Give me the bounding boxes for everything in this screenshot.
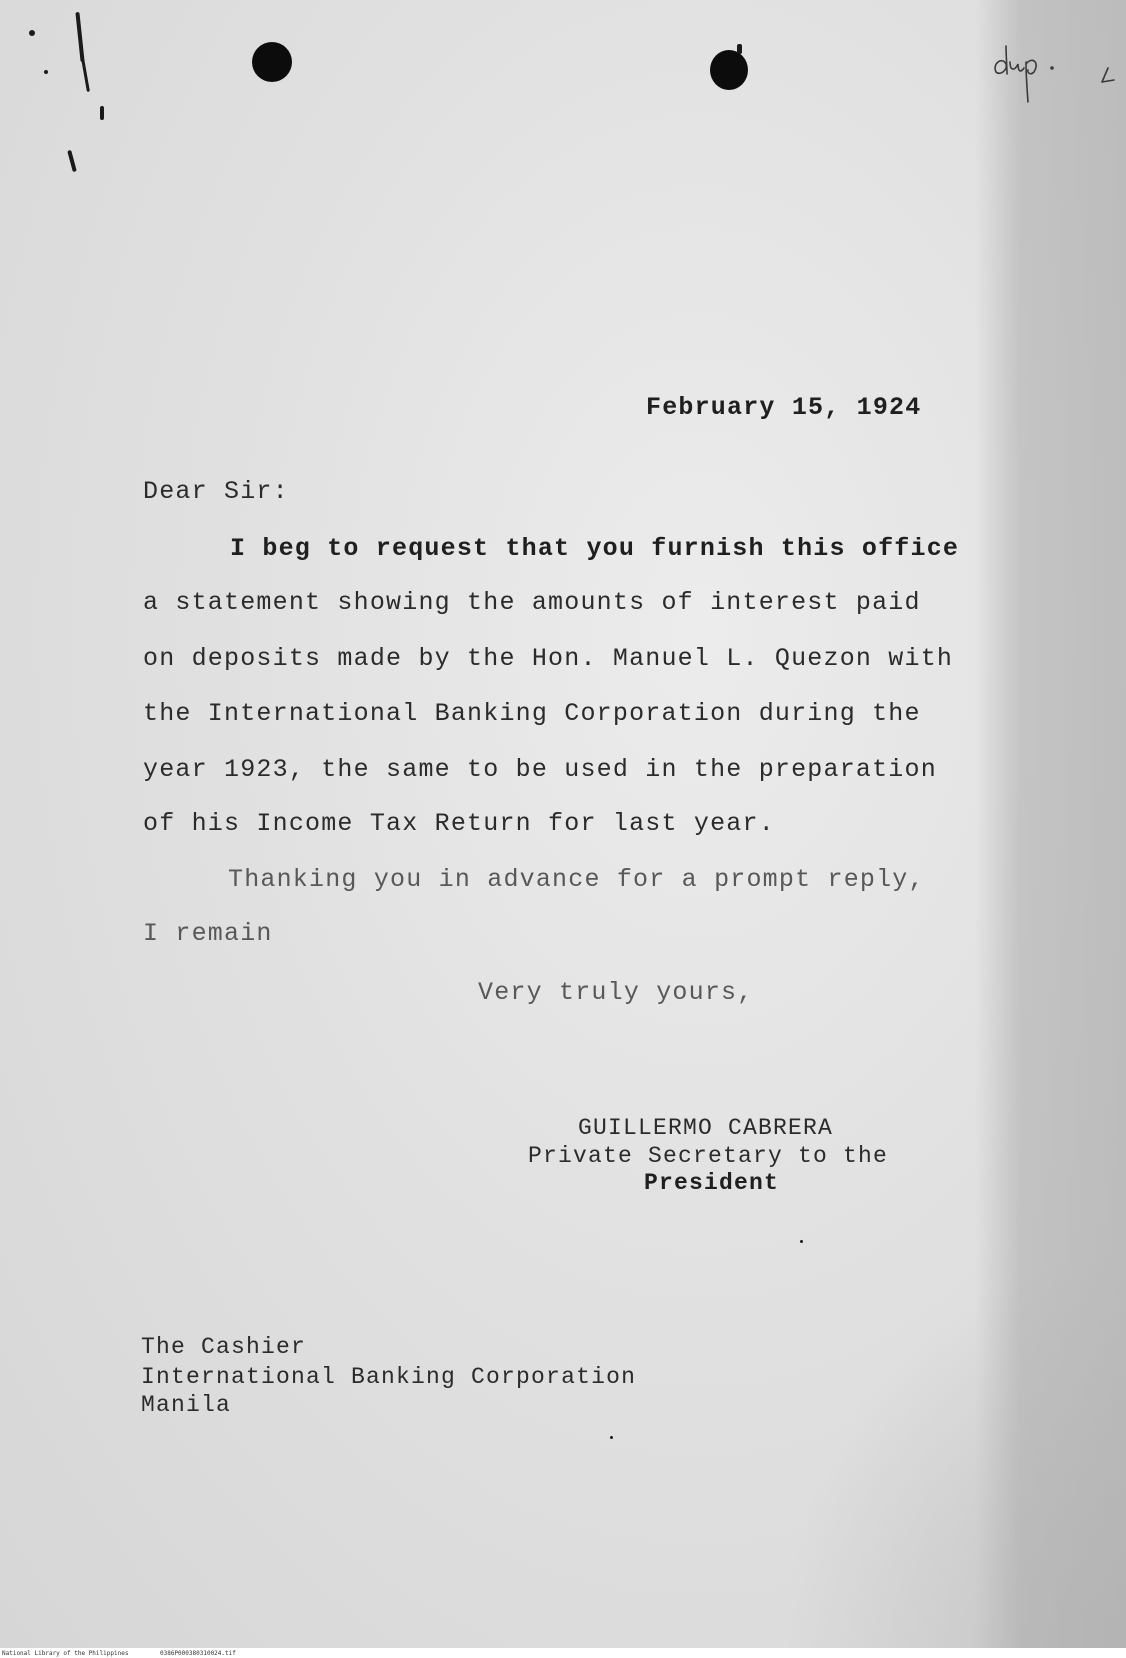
scratch-mark [81,58,90,92]
scratch-mark [100,106,104,120]
scratch-mark [44,70,48,74]
punch-hole-left [252,42,292,82]
letter-date: February 15, 1924 [646,393,922,422]
body-line-1: I beg to request that you furnish this office [230,534,960,563]
closing-line-1: Thanking you in advance for a prompt reply, [228,865,925,894]
body-line-5: year 1923, the same to be used in the preparation [143,755,937,784]
closing-line-2: I remain [143,919,273,948]
scratch-mark [29,30,35,36]
scratch-mark [67,150,77,172]
signature-title-line-2: President [644,1170,780,1196]
punch-hole-right [710,50,748,90]
addressee-line-1: The Cashier [141,1334,307,1360]
footer-file: 0386P000380310024.tif [160,1650,236,1657]
footer-source: National Library of the Philippines [2,1650,129,1657]
scratch-mark [75,12,84,62]
addressee-line-2: International Banking Corporation [141,1364,637,1390]
body-line-3: on deposits made by the Hon. Manuel L. Quezon with [143,644,954,673]
page-corner-shadow [780,1250,1126,1648]
signature-title-line-1: Private Secretary to the [528,1143,889,1169]
complimentary-close: Very truly yours, [478,978,754,1007]
speck [610,1436,613,1439]
body-line-4: the International Banking Corporation during the [143,699,921,728]
handwriting-dup-icon [990,42,1126,112]
salutation: Dear Sir: [143,477,289,506]
addressee-line-3: Manila [141,1392,232,1418]
signature-name: GUILLERMO CABRERA [578,1115,834,1141]
speck [800,1240,803,1243]
body-line-2: a statement showing the amounts of interest paid [143,588,921,617]
body-line-6: of his Income Tax Return for last year. [143,809,775,838]
handwritten-annotation [990,42,1126,112]
punch-hole-nub [737,44,742,54]
